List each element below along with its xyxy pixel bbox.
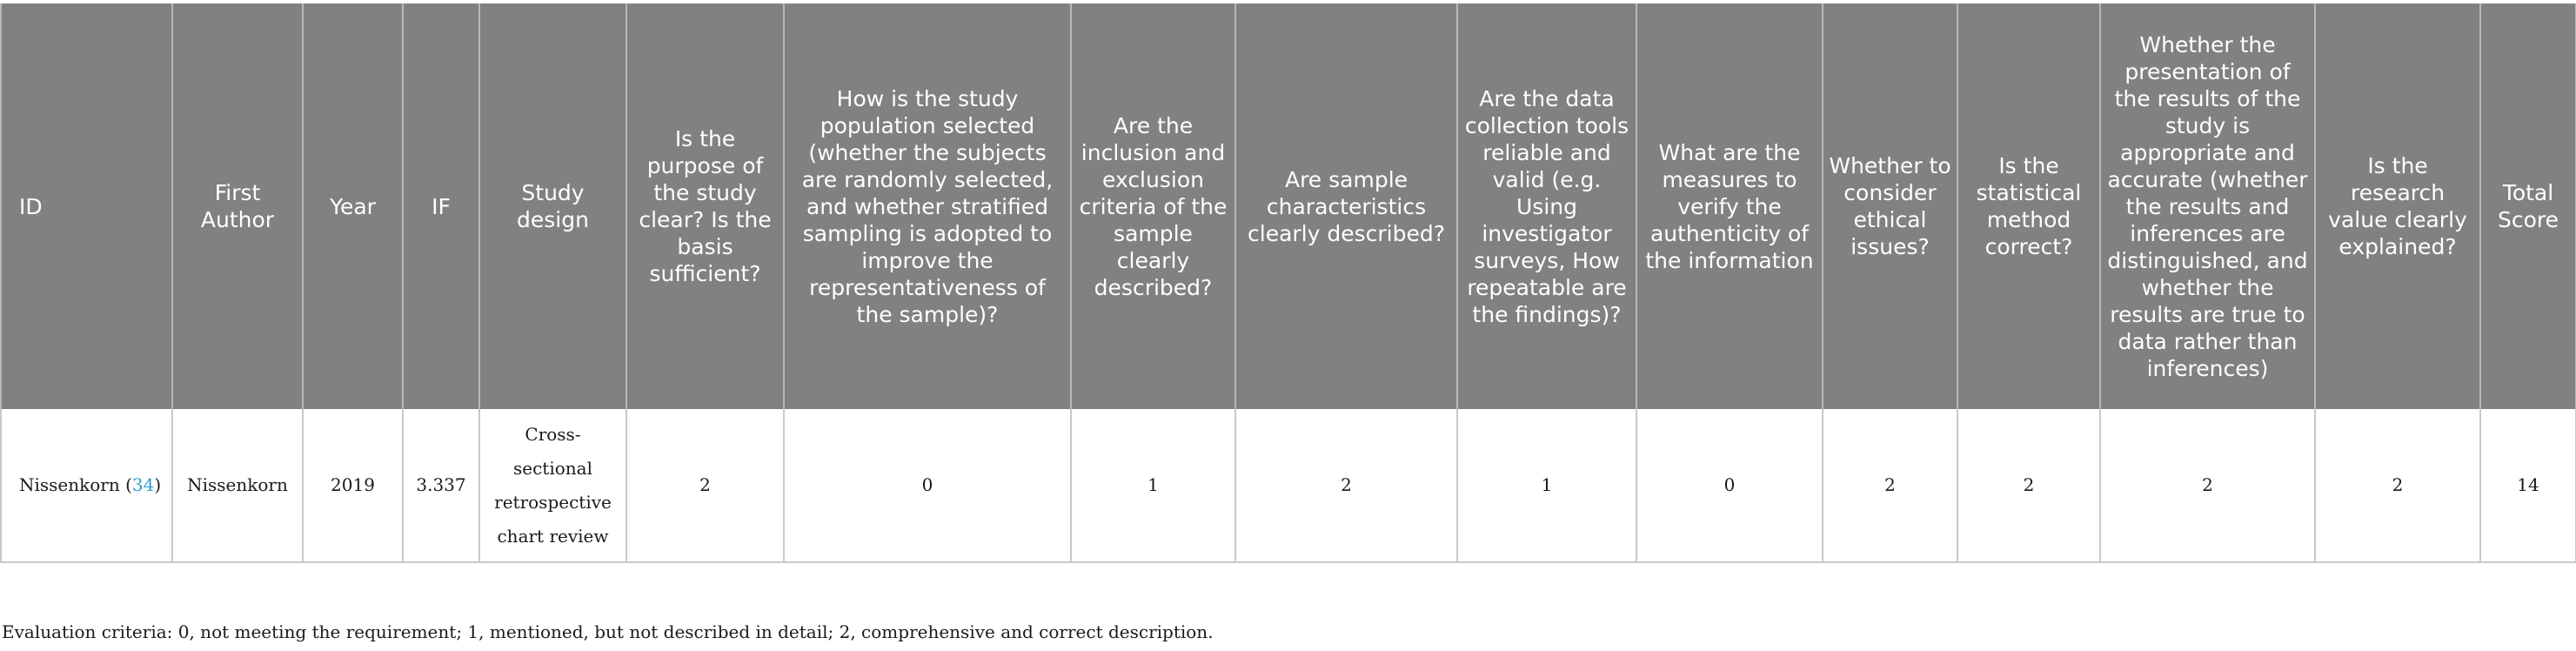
column-header-inclusion-exclusion: Are the inclusion and exclusion criteria of the sample clearly described? (1071, 3, 1235, 409)
column-header-population-selection: How is the study population selected (whether the subjects are randomly selected, and whether stratified sampling is adopted to improve the representativeness of the sample)? (784, 3, 1071, 409)
column-header-purpose-clear: Is the purpose of the study clear? Is the basis sufficient? (626, 3, 784, 409)
cell-study-design: Cross-sectional retrospective chart review (479, 409, 626, 562)
table-header-row (1, 3, 2576, 409)
quality-assessment-table-container (0, 3, 2575, 563)
column-header-ethical-issues: Whether to consider ethical issues? (1823, 3, 1957, 409)
cell-sample-characteristics: 2 (1235, 409, 1457, 562)
cell-statistical-method: 2 (1957, 409, 2100, 562)
cell-inclusion-exclusion: 1 (1071, 409, 1235, 562)
column-header-research-value: Is the research value clearly explained? (2315, 3, 2480, 409)
cell-research-value: 2 (2315, 409, 2480, 562)
cell-results-presentation: 2 (2100, 409, 2315, 562)
cell-if: 3.337 (403, 409, 479, 562)
column-header-study-design: Study design (479, 3, 626, 409)
column-header-statistical-method: Is the statistical method correct? (1957, 3, 2100, 409)
cell-population-selection: 0 (784, 409, 1071, 562)
cell-id (1, 409, 172, 562)
table-row (1, 409, 2576, 562)
quality-assessment-table (0, 3, 2576, 563)
column-header-if: IF (403, 3, 479, 409)
cell-purpose-clear: 2 (626, 409, 784, 562)
cell-tools-reliable: 1 (1457, 409, 1636, 562)
column-header-id: ID (1, 3, 172, 409)
column-header-first-author: First Author (172, 3, 303, 409)
cell-authenticity-measures: 0 (1636, 409, 1823, 562)
table-footnote: Evaluation criteria: 0, not meeting the requirement; 1, mentioned, but not described in detail; 2, comprehensive and correct description. (2, 621, 1214, 642)
column-header-year: Year (303, 3, 403, 409)
cell-id-open-paren: ( (119, 474, 132, 495)
cell-total-score: 14 (2480, 409, 2576, 562)
column-header-tools-reliable: Are the data collection tools reliable and valid (e.g. Using investigator surveys, How repeatable are the findings)? (1457, 3, 1636, 409)
column-header-total-score: Total Score (2480, 3, 2576, 409)
cell-id-close-paren: ) (154, 474, 162, 495)
cell-id-name: Nissenkorn (19, 474, 120, 495)
cell-year: 2019 (303, 409, 403, 562)
column-header-sample-characteristics: Are sample characteristics clearly described? (1235, 3, 1457, 409)
cell-first-author: Nissenkorn (172, 409, 303, 562)
column-header-results-presentation: Whether the presentation of the results of the study is appropriate and accurate (whether the results and inferences are distinguished, and whether the results are true to data rather than inferences) (2100, 3, 2315, 409)
cell-ethical-issues: 2 (1823, 409, 1957, 562)
reference-link[interactable]: 34 (131, 474, 155, 495)
column-header-authenticity-measures: What are the measures to verify the authenticity of the information (1636, 3, 1823, 409)
